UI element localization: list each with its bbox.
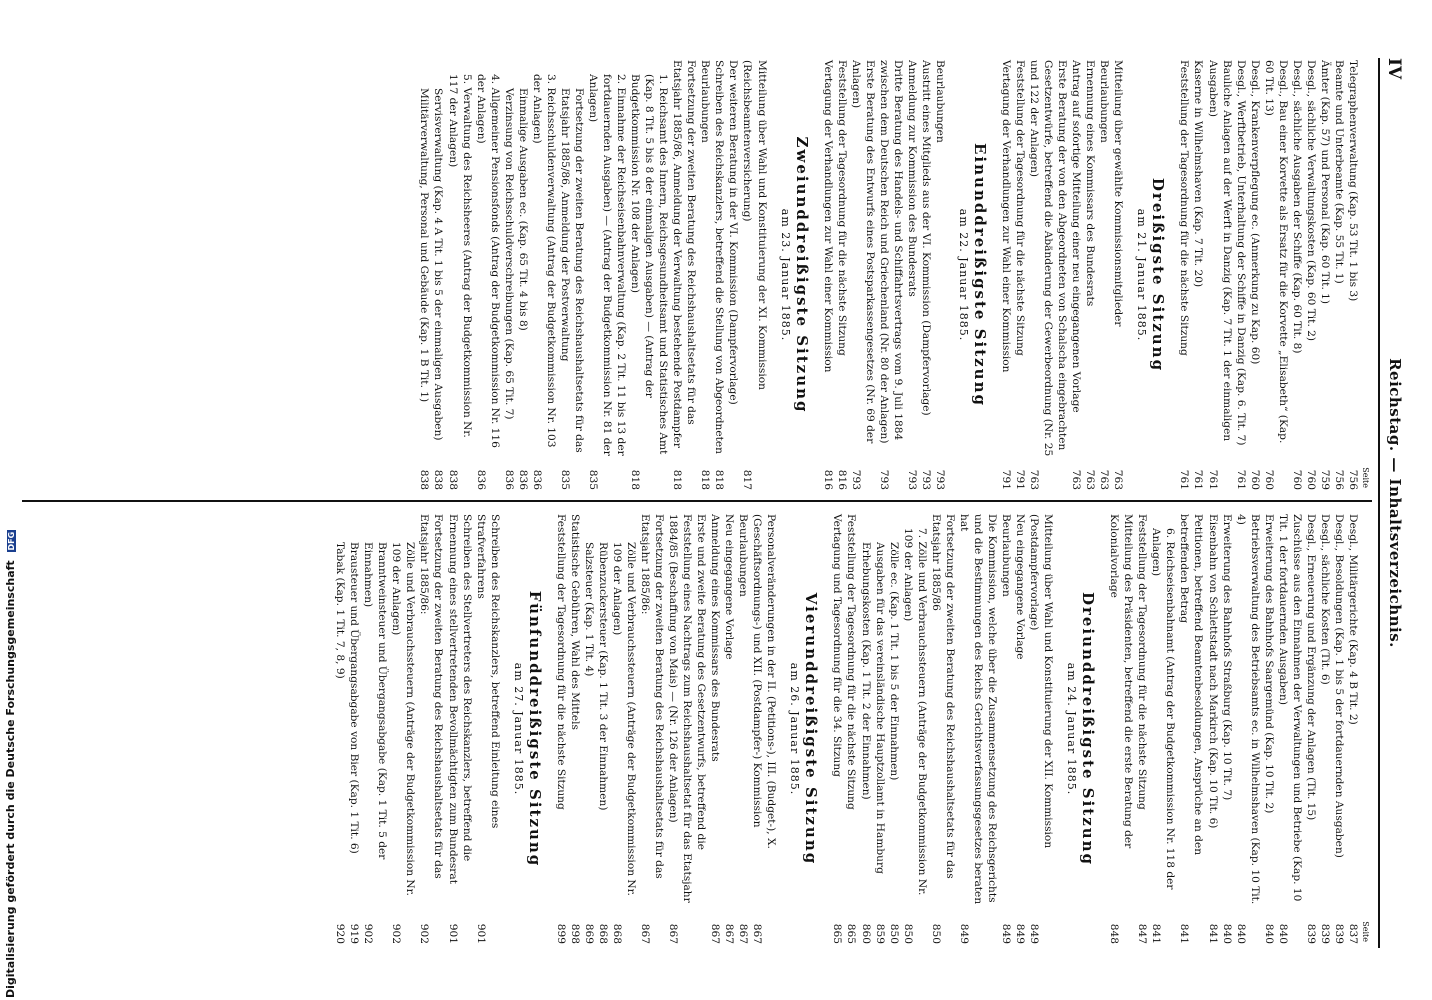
toc-entry-page: 791	[1014, 469, 1027, 490]
toc-entry-text: Beurlaubungen	[699, 60, 712, 143]
toc-entry-text: Beurlaubungen	[1000, 514, 1013, 597]
toc-entry	[333, 514, 347, 944]
toc-entry	[957, 514, 999, 944]
toc-entry-page: 867	[667, 923, 680, 944]
toc-entry-text: Statistische Gebühren, Wahl des Mittels	[568, 514, 581, 730]
page-number: IV	[1384, 58, 1404, 80]
toc-entry-page: 839	[1318, 923, 1331, 944]
toc-entry	[347, 514, 361, 944]
toc-entry-text: Beurlaubungen	[933, 60, 946, 143]
toc-entry-text: Neu eingegangene Vorlage	[723, 514, 736, 660]
toc-entry-page: 793	[905, 469, 918, 490]
toc-entry-text: Feststellung der Tagesordnung für die nächste Sitzung	[1178, 60, 1191, 356]
toc-entry	[1262, 60, 1290, 490]
toc-entry	[1111, 60, 1125, 490]
toc-entry-page: 836	[502, 469, 515, 490]
toc-entry	[586, 60, 628, 490]
toc-entry-page: 838	[446, 469, 459, 490]
toc-entry-text: Verzinsung von Reichsschuldverschreibungen (Kap. 65 Tit. 7)	[502, 88, 515, 420]
toc-entry-page: 756	[1332, 469, 1345, 490]
toc-entry-page: 817	[741, 469, 754, 490]
toc-entry-text: Salzsteuer (Kap. 1 Tit. 4)	[582, 542, 595, 677]
toc-entry-text: Betriebsverwaltung des Betriebsamts ec. in Wilhelmshaven (Kap. 10 Tit. 4)	[1234, 514, 1261, 905]
toc-entry-page: 760	[1290, 469, 1303, 490]
toc-entry	[750, 514, 778, 944]
toc-entry-page: 836	[474, 469, 487, 490]
session-title: Vierunddreißigste Sitzung	[802, 592, 821, 866]
toc-entry-page: 849	[1000, 923, 1013, 944]
toc-entry-page: 840	[1262, 923, 1275, 944]
toc-entry	[1346, 60, 1360, 490]
toc-entry-page: 759	[1318, 469, 1331, 490]
toc-entry-text: Telegraphenverwaltung (Kap. 53 Tit. 1 bis 3)	[1347, 60, 1359, 302]
toc-entry-page: 838	[432, 469, 445, 490]
toc-entry	[1304, 60, 1318, 490]
toc-entry-text: Personalveränderungen in der II. (Petitions-), III. (Budget-), X. (Geschäftsordnungs-) und XII. (Postdampfer-) Kommission	[751, 514, 778, 849]
column-divider	[22, 500, 1372, 502]
toc-entry-page: 760	[1262, 469, 1275, 490]
toc-entry	[596, 514, 610, 944]
toc-entry-page: 849	[1028, 923, 1041, 944]
toc-entry-text: Dritte Beratung des Handels- und Schiffahrtsvertrags vom 9. Juli 1884 zwischen dem Deutschen Reich und Griechenland (Nr. 80 der Anlagen)	[877, 60, 904, 444]
toc-entry-text: Brausteuer und Übergangsabgabe von Bier (Kap. 1 Tit. 6)	[348, 542, 361, 854]
toc-entry-text: Bauliche Anlagen auf der Werft in Danzig (Kap. 7 Tit. 1 der einmaligen Ausgaben)	[1206, 60, 1233, 442]
toc-entry	[1097, 60, 1111, 490]
toc-entry-text: Anmeldung zur Kommission des Bundesrats	[905, 60, 918, 297]
toc-entry-text: Desgl., Militärgerichte (Kap. 4 B Tit. 2)	[1347, 514, 1359, 725]
toc-entry	[901, 514, 929, 944]
toc-entry-text: Erweiterung des Bahnhofs Straßburg (Kap. 10 Tit. 7)	[1220, 514, 1233, 801]
toc-entry-text: Anmeldung eines Kommissars des Bundesrats	[709, 514, 722, 762]
toc-entry-text: Die Kommission, welche über die Zusammensetzung des Reichsgerichts und die Bestimmungen des Reichs Gerichtsverfassungsgesetzes beraten hat	[957, 514, 998, 905]
toc-entry-text: Mitteilung des Präsidenten, betreffend die erste Beratung der Kolonialvorlage	[1108, 514, 1135, 849]
toc-entry-page: 841	[1178, 923, 1191, 944]
toc-entry-text: Schreiben des Stellvertreters des Reichskanzlers, betreffend die Ernennung eines stellvertretenden Bevollmächtigten zum Bundesrat	[446, 514, 473, 884]
toc-entry-text: Feststellung der Tagesordnung für die nächste Sitzung	[554, 514, 567, 810]
toc-entry-text: Fortsetzung der zweiten Beratung des Reichshaushaltsetats für das Etatsjahr 1885/86, Anmeldung der Verwaltung bestehende Postdampfer	[671, 60, 698, 448]
toc-entry-page: 763	[1084, 469, 1097, 490]
toc-entry	[1027, 60, 1069, 490]
toc-entry-page: 902	[362, 923, 375, 944]
toc-entry-text: Servisverwaltung (Kap. 4 A Tit. 1 bis 5 der einmaligen Ausgaben)	[432, 88, 445, 441]
toc-entry-text: Mitteilung über gewählte Kommissionsmitglieder	[1112, 60, 1125, 327]
toc-entry-page: 841	[1150, 923, 1163, 944]
toc-entry	[417, 60, 431, 490]
toc-entry-page: 756	[1347, 469, 1359, 490]
toc-entry	[1234, 514, 1262, 944]
toc-entry	[712, 60, 740, 490]
toc-entry-page: 816	[835, 469, 848, 490]
toc-entry-text: Desgl., sächliche Verwaltungskosten (Kap. 60 Tit. 2)	[1304, 60, 1317, 342]
toc-entry	[919, 60, 933, 490]
toc-entry	[1276, 514, 1304, 944]
toc-entry-text: Vertagung der Verhandlungen zur Wahl einer Kommission	[821, 60, 834, 373]
toc-entry-page: 793	[933, 469, 946, 490]
toc-entry-page: 847	[1136, 923, 1149, 944]
toc-entry-page: 793	[877, 469, 890, 490]
toc-entry	[1107, 514, 1135, 944]
toc-entry	[830, 514, 844, 944]
toc-entry-text: Feststellung der Tagesordnung für die nächste Sitzung	[1136, 514, 1149, 810]
toc-entry	[1083, 60, 1097, 490]
toc-entry-text: 3. Reichsschuldenverwaltung (Antrag der Budgetkommission Nr. 103 der Anlagen)	[530, 74, 557, 448]
toc-entry	[1262, 514, 1276, 944]
toc-entry	[1290, 60, 1304, 490]
toc-entry-page: 818	[671, 469, 684, 490]
toc-entry-text: Ämter (Kap. 57) und Personal (Kap. 60 Tit. 1)	[1318, 60, 1331, 305]
toc-entry-text: Ausgaben für das vereinsländische Hauptzollamt in Hamburg	[873, 542, 886, 874]
toc-entry-page: 898	[568, 923, 581, 944]
toc-entry	[474, 60, 502, 490]
toc-entry-text: Fortsetzung der zweiten Beratung des Reichshaushaltsetats für das Etatsjahr 1885/86:	[418, 514, 445, 879]
toc-entry-text: 5. Verwaltung des Reichsheeres (Antrag der Budgetkommission Nr. 117 der Anlagen)	[446, 74, 473, 438]
digitization-text: Digitalisierung gefördert durch die Deutsche Forschungsgemeinschaft	[4, 560, 17, 998]
toc-entry	[1191, 60, 1205, 490]
toc-entry	[558, 60, 586, 490]
toc-entry-text: Erhebungskosten (Kap. 1 Tit. 2 der Einnahmen)	[859, 542, 872, 800]
toc-entry	[1149, 514, 1177, 944]
toc-entry-text: Tabak (Kap. 1 Tit. 7, 8, 9)	[334, 542, 347, 679]
toc-entry	[1013, 514, 1027, 944]
session-title: Dreißigste Sitzung	[1149, 177, 1168, 373]
toc-entry	[502, 60, 516, 490]
toc-entry	[530, 60, 558, 490]
toc-entry-page: 919	[348, 923, 361, 944]
toc-entry	[474, 514, 502, 944]
toc-entry-text: Zuschüsse aus den Einnahmen der Verwaltungen und Betriebe (Kap. 10 Tit. 1 der fortdauernden Ausgaben)	[1276, 514, 1303, 902]
session-date: am 21. Januar 1885.	[1135, 208, 1149, 342]
toc-entry-page: 850	[901, 923, 914, 944]
toc-entry-page: 902	[390, 923, 403, 944]
toc-entry	[887, 514, 901, 944]
toc-entry	[554, 514, 568, 944]
toc-entry	[445, 60, 473, 490]
toc-entry-text: 6. Reichseisenbahnamt (Antrag der Budgetkommission Nr. 118 der Anlagen)	[1150, 528, 1177, 890]
toc-entry-text: Beurlaubungen	[737, 514, 750, 597]
toc-entry	[999, 514, 1013, 944]
session-date: am 24. Januar 1885.	[1065, 662, 1079, 796]
toc-entry-page: 761	[1178, 469, 1191, 490]
toc-entry-page: 848	[1108, 923, 1121, 944]
toc-entry-page: 761	[1206, 469, 1219, 490]
toc-entry-text: Petitionen, betreffend Beamtenbesoldungen, Ansprüche an den betreffenden Betrag	[1178, 514, 1205, 856]
toc-entry-text: Erste und zweite Beratung des Gesetzentwurfs, betreffend die Feststellung eines Nachtrags zum Reichshaushaltsetat für das Etatsjahr 1884/85 (Beschaffung von Mais) — (Nr. 126 der Anlagen)	[667, 514, 708, 903]
toc-entry	[417, 514, 445, 944]
toc-entry-text: Fortsetzung der zweiten Beratung des Reichshaushaltsetats für das Etatsjahr 1885/86, Anmeldung der Postverwaltung	[558, 88, 585, 453]
toc-entry	[389, 514, 417, 944]
toc-entry	[708, 514, 722, 944]
toc-entry-text: 2. Einnahme der Reichseisenbahnverwaltung (Kap. 2 Tit. 11 bis 13 der fortdauernden Ausgaben) — (Antrag der Budgetkommission Nr. 81 der Anlagen)	[586, 74, 628, 456]
toc-entry-page: 850	[929, 923, 942, 944]
toc-entry-text: Branntweinsteuer und Übergangsabgabe (Kap. 1 Tit. 5 der Einnahmen)	[362, 542, 389, 860]
toc-entry-page: 838	[418, 469, 431, 490]
toc-entry-page: 760	[1248, 469, 1261, 490]
toc-entry-page: 793	[849, 469, 862, 490]
header-title: Reichstag. — Inhaltsverzeichnis.	[1386, 358, 1404, 648]
toc-entry-text: Desgl., Krankenverpflegung ec. (Anmerkung zu Kap. 60)	[1248, 60, 1261, 365]
toc-entry-page: 840	[1220, 923, 1233, 944]
toc-entry	[568, 514, 582, 944]
toc-entry-text: Antrag auf sofortige Mitteilung einer neu eingegangenen Vorlage	[1070, 60, 1083, 413]
toc-entry-page: 761	[1192, 469, 1205, 490]
seite-label: Seite	[1361, 467, 1370, 488]
toc-entry	[821, 60, 835, 490]
toc-entry-text: Mitteilung über Wahl und Konstituierung der XI. Kommission (Reichsbeamtenversicherung)	[741, 60, 768, 390]
toc-entry	[999, 60, 1013, 490]
session-date: am 22. Januar 1885.	[956, 208, 970, 342]
toc-entry-page: 818	[699, 469, 712, 490]
toc-entry-text: Eisenbahn von Schlettstadt nach Markirch (Kap. 10 Tit. 6)	[1206, 514, 1219, 829]
toc-entry	[1177, 514, 1205, 944]
toc-entry-page: 869	[582, 923, 595, 944]
toc-entry-text: Desgl., Bau einer Korvette als Ersatz für die Korvette „Elisabeth“ (Kap. 60 Tit. 13)	[1262, 60, 1289, 444]
toc-entry-page: 865	[831, 923, 844, 944]
toc-entry-page: 818	[713, 469, 726, 490]
toc-entry	[1205, 60, 1233, 490]
toc-entry	[698, 60, 712, 490]
toc-entry	[835, 60, 849, 490]
toc-entry	[516, 60, 530, 490]
toc-entry-page: 818	[629, 469, 642, 490]
toc-entry-text: Feststellung der Tagesordnung für die nächste Sitzung	[845, 514, 858, 810]
toc-entry-page: 867	[723, 923, 736, 944]
toc-entry-text: Erste Beratung des Entwurfs eines Postsparkassengesetzes (Nr. 69 der Anlagen)	[849, 60, 876, 444]
toc-entry-text: Desgl., sächliche Kosten (Tit. 6)	[1318, 514, 1331, 685]
toc-entry-text: Fortsetzung der zweiten Beratung des Reichshaushaltsetats für das Etatsjahr 1885/86	[929, 514, 956, 879]
toc-entry	[1013, 60, 1027, 490]
toc-entry-page: 763	[1112, 469, 1125, 490]
toc-entry	[1318, 514, 1332, 944]
toc-entry	[1027, 514, 1055, 944]
right-column	[20, 514, 1370, 944]
toc-entry	[1135, 514, 1149, 944]
toc-entry	[666, 514, 708, 944]
toc-entry-page: 835	[586, 469, 599, 490]
toc-entry	[740, 60, 768, 490]
toc-entry-text: Militärverwaltung, Personal und Gebäude (Kap. 1 B Tit. 1)	[418, 88, 431, 403]
toc-entry	[582, 514, 596, 944]
toc-entry	[1248, 60, 1262, 490]
session-title: Fünfunddreißigste Sitzung	[525, 590, 544, 868]
toc-entry-page: 849	[957, 923, 970, 944]
session-date: am 27. Januar 1885.	[511, 662, 525, 796]
toc-entry-page: 850	[887, 923, 900, 944]
toc-entry-page: 901	[474, 923, 487, 944]
toc-entry	[638, 514, 666, 944]
toc-entry	[361, 514, 389, 944]
toc-entry-page: 920	[334, 923, 347, 944]
toc-entry	[1346, 514, 1360, 944]
toc-entry	[905, 60, 919, 490]
toc-entry-text: Desgl., Erneuerung und Ergänzung der Anlagen (Tit. 15)	[1304, 514, 1317, 821]
toc-entry-text: 4. Allgemeiner Pensionsfonds (Antrag der Budgetkommission Nr. 116 der Anlagen)	[474, 74, 501, 448]
toc-entry-text: Beamte und Unterbeamte (Kap. 55 Tit. 1)	[1332, 60, 1345, 284]
toc-entry-text: Zölle und Verbrauchssteuern (Anträge der Budgetkommission Nr. 109 der Anlagen)	[390, 542, 417, 896]
toc-entry-text: 7. Zölle und Verbrauchssteuern (Anträge der Budgetkommission Nr. 109 der Anlagen)	[901, 528, 928, 896]
session-title: Zweiunddreißigste Sitzung	[792, 136, 811, 414]
seite-label: Seite	[1361, 921, 1370, 942]
toc-entry-page: 837	[1347, 923, 1359, 944]
toc-entry	[1205, 514, 1219, 944]
toc-entry-text: Mitteilung über Wahl und Konstituierung der XII. Kommission (Postdampfervorlage)	[1028, 514, 1055, 849]
toc-entry-page: 902	[418, 923, 431, 944]
toc-entry-page: 836	[530, 469, 543, 490]
toc-entry-text: Schreiben des Reichskanzlers, betreffend Einleitung eines Strafverfahrens	[474, 514, 501, 829]
toc-entry-page: 867	[751, 923, 764, 944]
toc-entry-page: 761	[1234, 469, 1247, 490]
toc-entry	[929, 514, 957, 944]
toc-entry	[1177, 60, 1191, 490]
toc-entry-page: 816	[821, 469, 834, 490]
toc-entry-text: Feststellung der Tagesordnung für die nächste Sitzung	[1014, 60, 1027, 356]
toc-entry	[1234, 60, 1248, 490]
toc-entry-page: 899	[554, 923, 567, 944]
toc-entry	[849, 60, 877, 490]
toc-entry	[1318, 60, 1332, 490]
toc-entry-page: 867	[737, 923, 750, 944]
toc-entry-text: 1. Reichsamt des Innern, Reichsgesundheitsamt und Statistisches Amt (Kap. 8 Tit. 5 bis 8 der einmaligen Ausgaben) — (Antrag der Budgetkommission Nr. 108 der Anlagen)	[629, 74, 670, 455]
toc-entry	[431, 60, 445, 490]
toc-entry-text: Vertagung der Verhandlungen zur Wahl einer Kommission	[1000, 60, 1013, 373]
left-column	[20, 60, 1370, 490]
toc-entry-page: 849	[1014, 923, 1027, 944]
toc-entry-text: Rübenzuckersteuer (Kap. 1 Tit. 3 der Einnahmen)	[596, 542, 609, 811]
toc-entry-page: 868	[610, 923, 623, 944]
toc-entry-page: 865	[845, 923, 858, 944]
toc-entry-page: 840	[1276, 923, 1289, 944]
toc-entry-page: 791	[1000, 469, 1013, 490]
toc-entry-page: 763	[1070, 469, 1083, 490]
toc-entry	[1069, 60, 1083, 490]
toc-entry-page: 841	[1206, 923, 1219, 944]
toc-entry	[859, 514, 873, 944]
toc-entry	[933, 60, 947, 490]
toc-entry-page: 867	[638, 923, 651, 944]
toc-entry-page: 840	[1234, 923, 1247, 944]
toc-entry-text: Vertagung und Tagesordnung für die 34. Sitzung	[831, 514, 844, 777]
toc-entry	[873, 514, 887, 944]
toc-entry-text: Beurlaubungen	[1098, 60, 1111, 143]
toc-entry	[1332, 60, 1346, 490]
toc-entry-text: Austritt eines Mitglieds aus der VI. Kommission (Dampfervorlage)	[919, 60, 932, 416]
toc-entry-text: Fortsetzung der zweiten Beratung des Reichshaushaltsetats für das Etatsjahr 1885/86:	[638, 514, 666, 879]
toc-entry	[1304, 514, 1318, 944]
toc-entry	[1220, 514, 1234, 944]
toc-entry-text: Feststellung der Tagesordnung für die nächste Sitzung	[835, 60, 848, 356]
session-date: am 26. Januar 1885.	[788, 662, 802, 796]
toc-entry-text: Desgl., Werftbetrieb, Unterhaltung der Schiffe in Danzig (Kap. 6. Tit. 7)	[1234, 60, 1247, 446]
toc-entry-text: Desgl., sächliche Ausgaben der Schiffe (Kap. 60 Tit. 8)	[1290, 60, 1303, 354]
toc-entry	[844, 514, 858, 944]
toc-entry	[722, 514, 736, 944]
toc-entry-text: Ernennung eines Kommissars des Bundesrats	[1084, 60, 1097, 307]
toc-entry-page: 859	[873, 923, 886, 944]
toc-entry-page: 868	[596, 923, 609, 944]
toc-entry-text: Einmalige Ausgaben ec. (Kap. 65 Tit. 4 bis 8)	[516, 88, 529, 331]
toc-entry-page: 763	[1028, 469, 1041, 490]
toc-entry-page: 763	[1098, 469, 1111, 490]
session-title: Einunddreißigste Sitzung	[970, 143, 989, 407]
toc-entry-text: Erweiterung des Bahnhofs Saargemünd (Kap. 10 Tit. 2)	[1262, 514, 1275, 814]
toc-entry	[736, 514, 750, 944]
digitization-note	[4, 498, 17, 998]
toc-entry-page: 760	[1304, 469, 1317, 490]
toc-entry-page: 839	[1332, 923, 1345, 944]
toc-entry-text: Desgl., Besoldungen (Kap. 1 bis 5 der fortdauernden Ausgaben)	[1332, 514, 1345, 858]
toc-entry	[877, 60, 905, 490]
toc-entry-page: 860	[859, 923, 872, 944]
toc-entry	[445, 514, 473, 944]
session-title: Dreiunddreißigste Sitzung	[1079, 591, 1098, 867]
toc-entry-page: 901	[446, 923, 459, 944]
toc-entry-page: 839	[1304, 923, 1317, 944]
toc-entry-text: Kaserne in Wilhelmshaven (Kap. 7 Tit. 20)	[1192, 60, 1205, 288]
dfg-logo: DFG	[6, 531, 16, 551]
toc-entry	[1332, 514, 1346, 944]
toc-entry-page: 835	[558, 469, 571, 490]
toc-entry-text: Neu eingegangene Vorlage	[1014, 514, 1027, 660]
toc-entry-text: Erste Beratung der von den Abgeordneten von Schalscha eingebrachten Gesetzentwürfe, betreffend die Abänderung der Gewerbeordnung (Nr. 25 und 122 der Anlagen)	[1028, 60, 1069, 457]
page-header	[1378, 58, 1404, 948]
toc-entry-page: 793	[919, 469, 932, 490]
toc-entry-page: 867	[709, 923, 722, 944]
toc-entry-text: Zölle ec. (Kap. 1 Tit. 1 bis 5 der Einnahmen)	[887, 542, 900, 781]
session-date: am 23. Januar 1885.	[778, 208, 792, 342]
toc-entry-text: Zölle und Verbrauchssteuern (Anträge der Budgetkommission Nr. 109 der Anlagen)	[610, 542, 637, 896]
toc-entry	[628, 60, 670, 490]
toc-entry-text: Der weiteren Beratung in der VI. Kommission (Dampfervorlage) Schreiben des Reichskanzlers, betreffend die Stellung von Abgeordneten	[713, 60, 740, 454]
toc-entry-page: 836	[516, 469, 529, 490]
toc-entry	[610, 514, 638, 944]
toc-entry	[670, 60, 698, 490]
